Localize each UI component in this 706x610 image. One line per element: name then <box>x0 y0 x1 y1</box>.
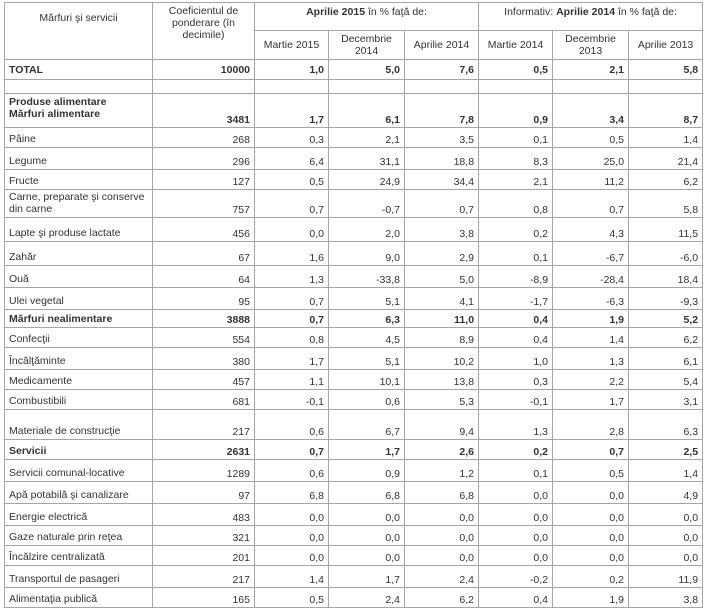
row-value-0: 0,8 <box>255 328 329 348</box>
row-label: Pâine <box>5 128 153 148</box>
row-value-2: 6,8 <box>405 482 479 504</box>
row-value-1: 1,7 <box>329 440 405 460</box>
table-row <box>5 410 703 440</box>
header-goods-services <box>5 3 153 60</box>
row-value-4: 0,2 <box>553 566 629 588</box>
row-weight: 201 <box>153 546 255 566</box>
row-weight: 64 <box>153 266 255 288</box>
row-value-5: 3,1 <box>629 390 703 410</box>
row-value-5: 6,2 <box>629 328 703 348</box>
header-informative-prefix: Informativ: <box>504 6 557 18</box>
row-value-2: 2,9 <box>405 242 479 266</box>
row-value-2: 2,4 <box>405 566 479 588</box>
header-april-2014-bold: Aprilie 2014 <box>556 6 616 18</box>
row-value-4: 1,9 <box>553 310 629 328</box>
row-value-0: 0,0 <box>255 546 329 566</box>
row-value-3: 0,1 <box>479 460 553 482</box>
row-value-1: 5,1 <box>329 288 405 310</box>
row-value-0: 0,5 <box>255 588 329 608</box>
row-value-2: 0,0 <box>405 546 479 566</box>
table-body <box>5 60 703 608</box>
header-april-2014-rest: în % faţă de: <box>615 6 677 18</box>
row-value-3: 0,4 <box>479 588 553 608</box>
table-row <box>5 242 703 266</box>
row-value-0: 1,3 <box>255 266 329 288</box>
row-value-5: 18,4 <box>629 266 703 288</box>
row-value-5: 11,5 <box>629 218 703 242</box>
row-label: Încălţăminte <box>5 348 153 370</box>
row-value-4: 1,7 <box>553 390 629 410</box>
row-value-3: 0,1 <box>479 242 553 266</box>
row-value-3: 0,4 <box>479 310 553 328</box>
row-label-line-1: Produse alimentare <box>9 96 107 108</box>
row-value-4: 0,0 <box>553 504 629 526</box>
row-value-2: 0,0 <box>405 526 479 546</box>
row-weight: 165 <box>153 588 255 608</box>
row-weight: 3888 <box>153 310 255 328</box>
row-value-2: 7,6 <box>405 60 479 80</box>
header-weight-coefficient <box>153 3 255 60</box>
row-value-5: 0,0 <box>629 546 703 566</box>
row-weight: 127 <box>153 170 255 190</box>
table-row <box>5 94 703 128</box>
row-label: Legume <box>5 148 153 170</box>
row-value-0: 0,0 <box>255 218 329 242</box>
row-value-3: 0,0 <box>479 482 553 504</box>
row-value-4: 3,4 <box>553 94 629 128</box>
row-value-3: -1,7 <box>479 288 553 310</box>
row-value-0: 0,0 <box>255 504 329 526</box>
header-sub-2: Aprilie 2014 <box>405 31 479 60</box>
table-row <box>5 328 703 348</box>
table-row <box>5 460 703 482</box>
row-value-4: 1,9 <box>553 588 629 608</box>
row-value-2: 2,6 <box>405 440 479 460</box>
row-value-0: 1,1 <box>255 370 329 390</box>
table-row <box>5 266 703 288</box>
row-label: Ulei vegetal <box>5 288 153 310</box>
row-weight: 757 <box>153 190 255 218</box>
table-row <box>5 390 703 410</box>
row-value-4: 4,3 <box>553 218 629 242</box>
row-value-0: 1,6 <box>255 242 329 266</box>
table-row <box>5 170 703 190</box>
row-label: Transportul de pasageri <box>5 566 153 588</box>
row-value-1: 6,8 <box>329 482 405 504</box>
row-value-5: 8,7 <box>629 94 703 128</box>
row-value-2: 3,8 <box>405 218 479 242</box>
row-value-2: 18,8 <box>405 148 479 170</box>
row-value-1: 6,7 <box>329 410 405 440</box>
row-value-4: -6,7 <box>553 242 629 266</box>
table-row <box>5 526 703 546</box>
row-label: Carne, preparate şi conserve din carne <box>5 190 153 218</box>
row-value-1: 0,0 <box>329 546 405 566</box>
row-value-3: 0,1 <box>479 128 553 148</box>
table-row <box>5 440 703 460</box>
row-value-3: 1,0 <box>479 348 553 370</box>
row-value-1: 6,3 <box>329 310 405 328</box>
row-weight <box>153 80 255 94</box>
row-value-1: 1,7 <box>329 566 405 588</box>
row-value-5: -9,3 <box>629 288 703 310</box>
row-label-line-2: Mărfuri alimentare <box>9 108 101 120</box>
row-value-4: 2,8 <box>553 410 629 440</box>
row-label: TOTAL <box>5 60 153 80</box>
row-weight: 483 <box>153 504 255 526</box>
row-value-4: 1,3 <box>553 348 629 370</box>
row-weight: 456 <box>153 218 255 242</box>
row-label: Apă potabilă şi canalizare <box>5 482 153 504</box>
row-value-2: 0,7 <box>405 190 479 218</box>
row-value-3: 0,2 <box>479 218 553 242</box>
row-value-2: 6,2 <box>405 588 479 608</box>
row-value-5: -6,0 <box>629 242 703 266</box>
row-value-0: 1,7 <box>255 348 329 370</box>
row-value-1: 0,0 <box>329 504 405 526</box>
row-value-5: 21,4 <box>629 148 703 170</box>
row-label: Confecţii <box>5 328 153 348</box>
row-value-2: 5,3 <box>405 390 479 410</box>
row-value-2: 3,5 <box>405 128 479 148</box>
header-sub-3: Martie 2014 <box>479 31 553 60</box>
row-value-1: 9,0 <box>329 242 405 266</box>
row-value-1: 6,1 <box>329 94 405 128</box>
row-label: Combustibili <box>5 390 153 410</box>
row-value-3: 1,3 <box>479 410 553 440</box>
row-value-1: 2,1 <box>329 128 405 148</box>
table-row <box>5 60 703 80</box>
row-label: Încălzire centralizată <box>5 546 153 566</box>
row-weight: 3481 <box>153 94 255 128</box>
row-value-0: 0,7 <box>255 190 329 218</box>
row-weight: 681 <box>153 390 255 410</box>
row-value-0: 1,0 <box>255 60 329 80</box>
table-row <box>5 482 703 504</box>
row-value-4: 1,4 <box>553 328 629 348</box>
table-row <box>5 348 703 370</box>
row-value-0: 6,8 <box>255 482 329 504</box>
row-value-3 <box>479 80 553 94</box>
row-value-1: 5,1 <box>329 348 405 370</box>
row-label: Ouă <box>5 266 153 288</box>
row-weight: 380 <box>153 348 255 370</box>
row-weight: 95 <box>153 288 255 310</box>
header-sub-0: Martie 2015 <box>255 31 329 60</box>
row-value-0: 6,4 <box>255 148 329 170</box>
row-value-4: 0,7 <box>553 440 629 460</box>
table-row <box>5 370 703 390</box>
row-value-5: 0,0 <box>629 504 703 526</box>
row-label <box>5 94 153 128</box>
row-value-0 <box>255 80 329 94</box>
header-group-april-2015 <box>255 3 479 31</box>
row-label: Lapte şi produse lactate <box>5 218 153 242</box>
row-value-5: 3,8 <box>629 588 703 608</box>
header-sub-1: Decembrie 2014 <box>329 31 405 60</box>
row-value-1 <box>329 80 405 94</box>
table-row <box>5 128 703 148</box>
table-row <box>5 566 703 588</box>
row-value-3: 0,0 <box>479 504 553 526</box>
row-value-1: 31,1 <box>329 148 405 170</box>
row-value-4: 11,2 <box>553 170 629 190</box>
row-value-1: 5,0 <box>329 60 405 80</box>
row-value-5: 2,5 <box>629 440 703 460</box>
row-label: Fructe <box>5 170 153 190</box>
row-value-1: 0,0 <box>329 526 405 546</box>
cpi-table-container <box>4 2 702 608</box>
row-value-0: 0,6 <box>255 460 329 482</box>
row-value-5: 6,2 <box>629 170 703 190</box>
row-value-5: 0,0 <box>629 526 703 546</box>
row-value-0: 1,4 <box>255 566 329 588</box>
row-value-0: 0,7 <box>255 310 329 328</box>
row-value-2: 1,2 <box>405 460 479 482</box>
row-value-5: 1,4 <box>629 460 703 482</box>
row-value-4: 0,0 <box>553 526 629 546</box>
table-row <box>5 80 703 94</box>
table-row <box>5 504 703 526</box>
row-weight: 67 <box>153 242 255 266</box>
header-sub-5: Aprilie 2013 <box>629 31 703 60</box>
row-value-5: 6,1 <box>629 348 703 370</box>
row-value-4: 2,2 <box>553 370 629 390</box>
row-value-3: 0,5 <box>479 60 553 80</box>
row-value-3: 0,0 <box>479 526 553 546</box>
row-value-5: 11,9 <box>629 566 703 588</box>
row-value-4: 0,0 <box>553 546 629 566</box>
row-value-1: 0,9 <box>329 460 405 482</box>
row-weight: 2631 <box>153 440 255 460</box>
row-value-2: 8,9 <box>405 328 479 348</box>
row-label: Servicii comunal-locative <box>5 460 153 482</box>
header-group-informative-april-2014 <box>479 3 703 31</box>
row-weight: 217 <box>153 566 255 588</box>
row-value-1: 24,9 <box>329 170 405 190</box>
row-value-5: 5,4 <box>629 370 703 390</box>
row-value-1: 2,0 <box>329 218 405 242</box>
row-value-2: 5,0 <box>405 266 479 288</box>
row-value-5: 4,9 <box>629 482 703 504</box>
row-value-4: 2,1 <box>553 60 629 80</box>
row-value-3: 0,4 <box>479 328 553 348</box>
table-row <box>5 310 703 328</box>
row-value-0: 0,3 <box>255 128 329 148</box>
row-value-4: 0,5 <box>553 460 629 482</box>
row-label: Energie electrică <box>5 504 153 526</box>
header-sub-4: Decembrie 2013 <box>553 31 629 60</box>
row-value-1: 2,4 <box>329 588 405 608</box>
row-label: Zahăr <box>5 242 153 266</box>
row-value-3: 2,1 <box>479 170 553 190</box>
row-value-2: 13,8 <box>405 370 479 390</box>
header-weight-text: Coeficientul de ponderare (în decimile) <box>168 5 239 41</box>
row-label: Mărfuri nealimentare <box>5 310 153 328</box>
row-value-0: 0,6 <box>255 410 329 440</box>
row-value-2: 0,0 <box>405 504 479 526</box>
table-row <box>5 190 703 218</box>
row-weight: 296 <box>153 148 255 170</box>
row-value-4: 25,0 <box>553 148 629 170</box>
row-value-2: 34,4 <box>405 170 479 190</box>
row-value-0: 0,7 <box>255 440 329 460</box>
row-weight: 97 <box>153 482 255 504</box>
row-weight: 321 <box>153 526 255 546</box>
row-value-4 <box>553 80 629 94</box>
table-row <box>5 148 703 170</box>
row-value-4: -28,4 <box>553 266 629 288</box>
table-row <box>5 218 703 242</box>
row-value-5: 5,2 <box>629 310 703 328</box>
row-value-0: 0,7 <box>255 288 329 310</box>
row-value-2: 7,8 <box>405 94 479 128</box>
row-value-0: 1,7 <box>255 94 329 128</box>
row-weight: 10000 <box>153 60 255 80</box>
row-value-3: 0,8 <box>479 190 553 218</box>
row-value-3: 0,2 <box>479 440 553 460</box>
row-value-1: 4,5 <box>329 328 405 348</box>
header-april-2015-bold: Aprilie 2015 <box>306 6 366 18</box>
table-header <box>5 3 703 60</box>
row-value-5: 5,8 <box>629 190 703 218</box>
row-value-1: -0,7 <box>329 190 405 218</box>
row-label: Servicii <box>5 440 153 460</box>
row-weight: 268 <box>153 128 255 148</box>
row-weight: 217 <box>153 410 255 440</box>
header-april-2015-rest: în % faţă de: <box>365 6 427 18</box>
row-value-1: 10,1 <box>329 370 405 390</box>
row-value-3: -0,1 <box>479 390 553 410</box>
row-value-5: 1,4 <box>629 128 703 148</box>
row-value-0: 0,5 <box>255 170 329 190</box>
row-label <box>5 80 153 94</box>
table-row <box>5 288 703 310</box>
row-label: Alimentaţia publică <box>5 588 153 608</box>
row-value-4: 0,0 <box>553 482 629 504</box>
row-value-2 <box>405 80 479 94</box>
row-weight: 457 <box>153 370 255 390</box>
row-value-5: 6,3 <box>629 410 703 440</box>
table-row <box>5 588 703 608</box>
header-goods-services-text: Mărfuri şi servicii <box>39 12 118 24</box>
row-value-3: 0,3 <box>479 370 553 390</box>
row-value-2: 10,2 <box>405 348 479 370</box>
row-value-3: 8,3 <box>479 148 553 170</box>
row-value-0: 0,0 <box>255 526 329 546</box>
row-label: Materiale de construcţie <box>5 410 153 440</box>
row-value-4: 0,5 <box>553 128 629 148</box>
row-value-1: 0,6 <box>329 390 405 410</box>
row-label: Medicamente <box>5 370 153 390</box>
row-value-0: -0,1 <box>255 390 329 410</box>
row-value-3: -8,9 <box>479 266 553 288</box>
row-value-3: -0,2 <box>479 566 553 588</box>
row-value-4: 0,7 <box>553 190 629 218</box>
table-row <box>5 546 703 566</box>
row-value-3: 0,9 <box>479 94 553 128</box>
row-value-2: 9,4 <box>405 410 479 440</box>
row-value-5: 5,8 <box>629 60 703 80</box>
row-weight: 554 <box>153 328 255 348</box>
row-value-5 <box>629 80 703 94</box>
row-weight: 1289 <box>153 460 255 482</box>
row-label: Gaze naturale prin reţea <box>5 526 153 546</box>
row-value-2: 11,0 <box>405 310 479 328</box>
row-value-1: -33,8 <box>329 266 405 288</box>
cpi-table <box>4 2 703 608</box>
row-value-4: -6,3 <box>553 288 629 310</box>
row-value-2: 4,1 <box>405 288 479 310</box>
row-value-3: 0,0 <box>479 546 553 566</box>
